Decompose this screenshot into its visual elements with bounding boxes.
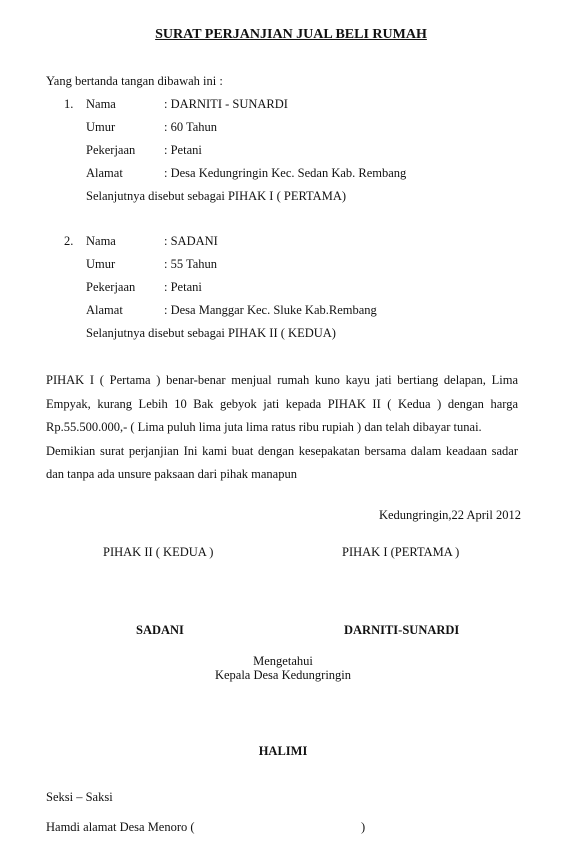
party1-nama-value: : DARNITI - SUNARDI xyxy=(164,97,288,111)
party2-alamat-label: Alamat xyxy=(86,303,123,317)
witness-line-close: ) xyxy=(361,820,366,834)
party1-nama-label: Nama xyxy=(86,97,116,111)
party2-umur-value: : 55 Tahun xyxy=(164,257,218,271)
sale-paragraph: PIHAK I ( Pertama ) benar-benar menjual rumah kuno kayu jati bertiang delapan, Lima Empyak, kurang Lebih 10 Bak gebyok jati kepada PIHAK II ( Kedua ) dengan harga Rp.55.500.000,- ( Lima puluh lima juta lima ratus ribu rupiah ) dan telah dibayar tunai. xyxy=(46,373,518,434)
party2-nama-label: Nama xyxy=(86,234,116,248)
signature-right-role: PIHAK I (PERTAMA ) xyxy=(342,545,460,559)
party2-designation: Selanjutnya disebut sebagai PIHAK II ( KEDUA) xyxy=(86,326,336,340)
party1-designation: Selanjutnya disebut sebagai PIHAK I ( PERTAMA) xyxy=(86,189,347,203)
party1-umur-label: Umur xyxy=(86,120,116,134)
place-date: Kedungringin,22 April 2012 xyxy=(378,508,521,522)
acknowledgement-line1: Mengetahui xyxy=(253,654,313,668)
party1-alamat-label: Alamat xyxy=(86,166,123,180)
party2-nama-value: : SADANI xyxy=(164,234,218,248)
signature-right-name: DARNITI-SUNARDI xyxy=(344,623,460,637)
signature-left-name: SADANI xyxy=(136,623,184,637)
agreement-body xyxy=(46,369,518,487)
document-title: SURAT PERJANJIAN JUAL BELI RUMAH xyxy=(155,27,427,42)
party1-pekerjaan-value: : Petani xyxy=(164,143,202,157)
witness-line: Hamdi alamat Desa Menoro ( xyxy=(46,820,195,834)
closing-paragraph: Demikian surat perjanjian Ini kami buat dengan kesepakatan bersama dalam keadaan sadar dan tanpa ada unsure paksaan dari pihak manapun xyxy=(46,443,518,481)
party1-alamat-value: : Desa Kedungringin Kec. Sedan Kab. Rembang xyxy=(164,166,407,180)
party1-umur-value: : 60 Tahun xyxy=(164,120,218,134)
party2-number: 2. xyxy=(64,234,74,248)
signature-left-role: PIHAK II ( KEDUA ) xyxy=(103,545,214,559)
party2-pekerjaan-value: : Petani xyxy=(164,280,202,294)
party1-number: 1. xyxy=(64,97,74,111)
village-head-name: HALIMI xyxy=(258,744,308,758)
party2-umur-label: Umur xyxy=(86,257,116,271)
witness-heading: Seksi – Saksi xyxy=(46,790,113,804)
party1-pekerjaan-label: Pekerjaan xyxy=(86,143,136,157)
acknowledgement-line2: Kepala Desa Kedungringin xyxy=(214,668,352,682)
intro-text: Yang bertanda tangan dibawah ini : xyxy=(46,74,223,88)
party2-pekerjaan-label: Pekerjaan xyxy=(86,280,136,294)
party2-alamat-value: : Desa Manggar Kec. Sluke Kab.Rembang xyxy=(164,303,377,317)
